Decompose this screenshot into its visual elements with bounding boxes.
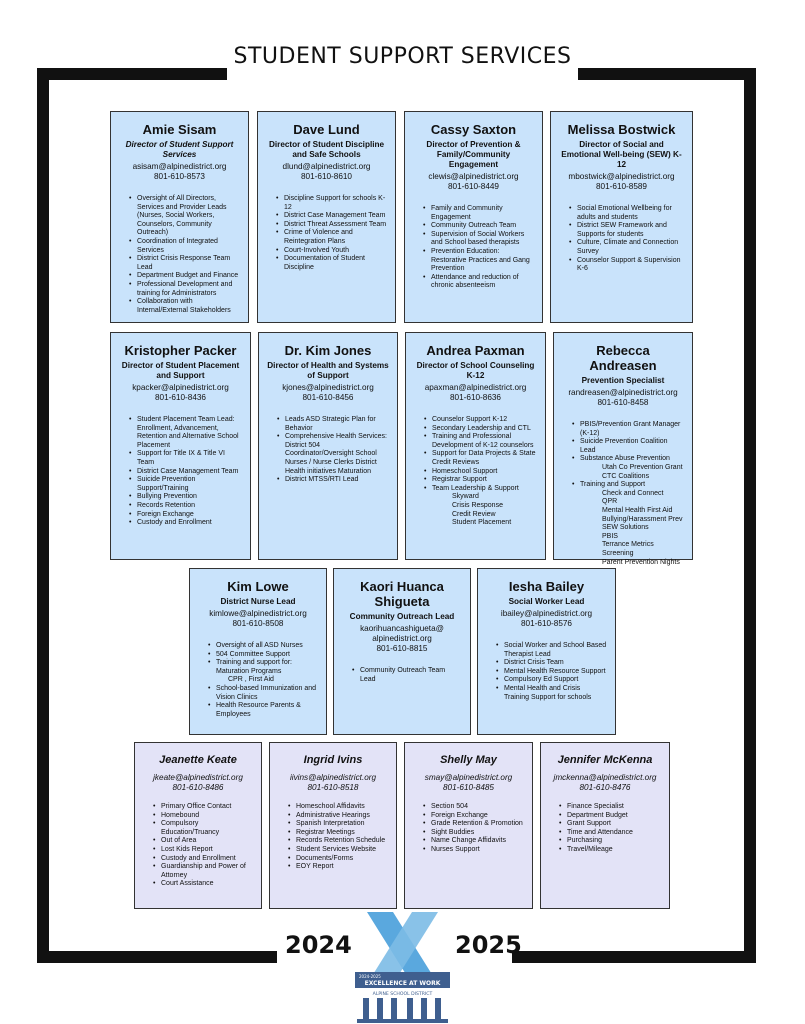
duty-item: • Oversight of All Directors, Services and Provider Leads (Nurses, Social Workers, Counselors, Community Outreach) [129, 195, 240, 238]
staff-card-ingrid-ivins [269, 742, 397, 909]
staff-card-shelly-may [404, 742, 533, 909]
staff-phone: 801-610-8476 [579, 783, 631, 792]
staff-phone: 801-610-8486 [172, 783, 224, 792]
duty-item: • Court Assistance [153, 880, 253, 889]
duty-item: • Records Retention Schedule [288, 837, 388, 846]
duty-list [342, 667, 462, 684]
staff-email[interactable]: jkeate@alpinedistrict.org [153, 773, 243, 782]
duty-item: • Administrative Hearings [288, 812, 388, 821]
logo-small-text: 2024-2025 [359, 974, 381, 979]
duty-item: • Guardianship and Power of Attorney [153, 863, 253, 880]
duty-item: • Documents/Forms [288, 855, 388, 864]
staff-name: Cassy Saxton [430, 122, 517, 137]
frame-left [37, 68, 49, 963]
sub-item: Check and Connect [602, 489, 664, 497]
duty-list [198, 642, 318, 676]
staff-title: Director of Student Placement and Support [121, 361, 240, 380]
staff-name: Shelly May [440, 754, 497, 766]
staff-title: Prevention Specialist [581, 376, 665, 385]
staff-phone: 801-610-8636 [450, 393, 501, 402]
duty-item: • EOY Report [288, 863, 388, 872]
staff-name: Rebecca Andreasen [589, 343, 657, 373]
staff-phone: 801-610-8436 [155, 393, 206, 402]
duty-item: • Community Outreach Team [423, 222, 534, 231]
logo-base [357, 1019, 448, 1023]
duty-item: • Spanish Interpretation [288, 820, 388, 829]
staff-title: Community Outreach Lead [349, 612, 455, 621]
duty-item: • District Case Management Team [129, 468, 242, 477]
duty-item: • Lost Kids Report [153, 846, 253, 855]
duty-item: • Section 504 [423, 803, 524, 812]
staff-card-jeanette-keate [134, 742, 262, 909]
sub-item: CTC Coalitions [602, 472, 650, 480]
duty-item: • District SEW Framework and Supports for students [569, 222, 684, 239]
frame-bottom-right [512, 951, 756, 963]
duty-item: • Compulsory Ed Support [496, 676, 607, 685]
sub-item: Student Placement [452, 519, 512, 527]
duty-item: • Community Outreach Team Lead [352, 667, 462, 684]
staff-card-jennifer-mckenna [540, 742, 670, 909]
duty-list [119, 416, 242, 528]
duty-item: • Sight Buddies [423, 829, 524, 838]
staff-email[interactable]: mbostwick@alpinedistrict.org [568, 172, 675, 181]
staff-phone: 801-610-8589 [596, 182, 647, 191]
duty-item: • Registrar Meetings [288, 829, 388, 838]
staff-name: Kristopher Packer [124, 343, 237, 358]
sub-item: Terrance Metrics Screening [602, 541, 654, 557]
duty-item: • Name Change Affidavits [423, 837, 524, 846]
duty-item: • Registrar Support [424, 476, 537, 485]
duty-item: • 504 Committee Support [208, 651, 318, 660]
duty-item: • Coordination of Integrated Services [129, 238, 240, 255]
sub-item: Bullying/Harassment Prev [602, 515, 683, 523]
frame-top-left [37, 68, 227, 80]
staff-name: Ingrid Ivins [303, 754, 363, 766]
staff-name: Kim Lowe [227, 579, 289, 594]
staff-title: Director of Prevention & Family/Community Engagement [426, 140, 521, 169]
duty-item: • Primary Office Contact [153, 803, 253, 812]
staff-email[interactable]: smay@alpinedistrict.org [424, 773, 513, 782]
duty-item: • Leads ASD Strategic Plan for Behavior [277, 416, 389, 433]
staff-email[interactable]: jmckenna@alpinedistrict.org [553, 773, 657, 782]
staff-phone: 801-610-8456 [302, 393, 354, 402]
staff-phone: 801-610-8815 [376, 644, 428, 653]
staff-email[interactable]: kpacker@alpinedistrict.org [132, 383, 229, 392]
staff-card-melissa-bostwick [550, 111, 693, 323]
staff-title: Director of School Counseling K-12 [416, 361, 535, 380]
sub-item: Credit Review [452, 510, 496, 518]
staff-email[interactable]: ibailey@alpinedistrict.org [500, 609, 593, 618]
duty-item: • District Crisis Response Team Lead [129, 255, 240, 272]
duty-item: • Comprehensive Health Services: District 504 Coordinator/Oversight School Nurses / Nurse Clerks District Health initiatives Maturation [277, 433, 389, 476]
duty-list [143, 803, 253, 889]
staff-name: Iesha Bailey [508, 579, 585, 594]
duty-item: • Grade Retention & Promotion [423, 820, 524, 829]
duty-item: • Suicide Prevention Coalition Lead [572, 438, 684, 455]
staff-name: Melissa Bostwick [567, 122, 676, 137]
duty-list [413, 803, 524, 855]
staff-title: Director of Student Support Services [125, 140, 234, 159]
staff-name: Dave Lund [293, 122, 360, 137]
staff-email[interactable]: dlund@alpinedistrict.org [282, 162, 371, 171]
logo-pillar [421, 998, 427, 1020]
duty-item: • Department Budget [559, 812, 661, 821]
duty-item: • Team Leadership & Support [424, 485, 537, 494]
duty-item: • Professional Development and training for Administrators [129, 281, 240, 298]
staff-name: Jennifer McKenna [557, 754, 653, 766]
sub-item: Skyward [452, 493, 479, 501]
duty-item: • Support for Data Projects & State Credit Reviews [424, 450, 537, 467]
staff-card-kim-lowe [189, 568, 327, 735]
duty-item: • District Threat Assessment Team [276, 221, 387, 230]
sub-item: PBIS [602, 532, 618, 540]
duty-item: • Training and support for: Maturation Programs [208, 659, 318, 676]
duty-item: • Bullying Prevention [129, 493, 242, 502]
staff-phone: 801-610-8449 [448, 182, 499, 191]
duty-item: • District Crisis Team [496, 659, 607, 668]
duty-item: • Counselor Support & Supervision K-6 [569, 257, 684, 274]
staff-card-amie-sisam [110, 111, 249, 323]
sub-item: CPR , First Aid [228, 676, 274, 684]
logo-tagline: EXCELLENCE AT WORK [364, 980, 441, 987]
staff-email[interactable]: apaxman@alpinedistrict.org [424, 383, 527, 392]
duty-item: • Training and Professional Development of K-12 counselors [424, 433, 537, 450]
staff-name: Dr. Kim Jones [284, 343, 372, 358]
frame-right [744, 68, 756, 963]
frame-top-right [578, 68, 756, 80]
duty-item: • Foreign Exchange [129, 511, 242, 520]
staff-title: District Nurse Lead [220, 597, 296, 606]
staff-email-domain[interactable]: alpinedistrict.org [372, 634, 432, 643]
duty-list [278, 803, 388, 872]
duty-item: • Counselor Support K-12 [424, 416, 537, 425]
staff-title: Social Worker Lead [508, 597, 585, 606]
duty-item: • Foreign Exchange [423, 812, 524, 821]
duty-item: • Training and Support [572, 481, 684, 490]
staff-card-rebecca-andreasen [553, 332, 693, 566]
duty-list [266, 195, 387, 272]
logo-org: ALPINE SCHOOL DISTRICT [372, 992, 433, 997]
frame-bottom-left [37, 951, 277, 963]
duty-item: • Family and Community Engagement [423, 205, 534, 222]
duty-item: • Grant Support [559, 820, 661, 829]
sub-item: Mental Health First Aid [602, 506, 673, 514]
staff-phone: 801-610-8610 [301, 172, 352, 181]
staff-title: Director of Health and Systems of Support [267, 361, 389, 380]
sub-item: SEW Solutions [602, 524, 649, 532]
duty-list [562, 421, 684, 464]
logo-pillar [377, 998, 383, 1020]
staff-card-dave-lund [257, 111, 396, 323]
year-start: 2024 [285, 931, 352, 959]
duty-list [119, 195, 240, 315]
duty-item: • Discipline Support for schools K-12 [276, 195, 387, 212]
staff-phone: 801-610-8458 [597, 398, 649, 407]
duty-item: • Custody and Enrollment [129, 519, 242, 528]
staff-name: Jeanette Keate [159, 754, 237, 766]
duty-item: • Department Budget and Finance [129, 272, 240, 281]
duty-list [198, 685, 318, 719]
duty-item: • District Case Management Team [276, 212, 387, 221]
duty-item: • Custody and Enrollment [153, 855, 253, 864]
duty-item: • Homeschool Support [424, 468, 537, 477]
year-end: 2025 [455, 931, 522, 959]
duty-item: • Mental Health and Crisis Training Support for schools [496, 685, 607, 702]
staff-card-andrea-paxman [405, 332, 546, 560]
staff-name: Kaori Huanca Shigueta [360, 579, 444, 609]
staff-email[interactable]: clewis@alpinedistrict.org [428, 172, 519, 181]
logo-pillar [391, 998, 397, 1020]
duty-item: • PBIS/Prevention Grant Manager (K-12) [572, 421, 684, 438]
staff-phone: 801-610-8576 [521, 619, 572, 628]
district-logo [355, 912, 450, 1024]
duty-item: • Mental Health Resource Support [496, 668, 607, 677]
duty-item: • School-based Immunization and Vision Clinics [208, 685, 318, 702]
duty-item: • Secondary Leadership and CTL [424, 425, 537, 434]
sub-item: QPR [602, 498, 618, 506]
duty-item: • Health Resource Parents & Employees [208, 702, 318, 719]
duty-item: • Culture, Climate and Connection Survey [569, 239, 684, 256]
staff-name: Amie Sisam [142, 122, 217, 137]
staff-phone: 801-610-8573 [154, 172, 205, 181]
duty-item: • Supervision of Social Workers and School based therapists [423, 231, 534, 248]
staff-phone: 801-610-8508 [232, 619, 284, 628]
duty-item: • Student Placement Team Lead: Enrollment, Advancement, Retention and Alternative School Placement [129, 416, 242, 450]
staff-email[interactable]: kimlowe@alpinedistrict.org [209, 609, 307, 618]
sub-item: Crisis Response [452, 501, 503, 509]
staff-card-cassy-saxton [404, 111, 543, 323]
logo-pillar [435, 998, 441, 1020]
duty-item: • Prevention Education: Restorative Practices and Gang Prevention [423, 248, 534, 274]
duty-item: • Homeschool Affidavits [288, 803, 388, 812]
duty-item: • Purchasing [559, 837, 661, 846]
staff-title: Director of Social and Emotional Well-being (SEW) K-12 [561, 140, 682, 169]
duty-item: • Collaboration with Internal/External Stakeholders [129, 298, 240, 315]
staff-email[interactable]: kjones@alpinedistrict.org [282, 383, 374, 392]
duty-item: • Social Emotional Wellbeing for adults and students [569, 205, 684, 222]
staff-email[interactable]: asisam@alpinedistrict.org [132, 162, 227, 171]
staff-phone: 801-610-8518 [307, 783, 359, 792]
duty-item: • Travel/Mileage [559, 846, 661, 855]
duty-item: • Suicide Prevention Support/Training [129, 476, 242, 493]
duty-list [559, 205, 684, 274]
sub-item: Parent Prevention Nights [602, 558, 680, 566]
duty-item: • Attendance and reduction of chronic absenteeism [423, 274, 534, 291]
duty-item: • Documentation of Student Discipline [276, 255, 387, 272]
duty-item: • Homebound [153, 812, 253, 821]
duty-item: • Time and Attendance [559, 829, 661, 838]
duty-item: • Crime of Violence and Reintegration Plans [276, 229, 387, 246]
staff-card-kim-jones [258, 332, 398, 560]
staff-card-iesha-bailey [477, 568, 616, 735]
duty-list [267, 416, 389, 485]
duty-item: • District MTSS/RTI Lead [277, 476, 389, 485]
duty-item: • Student Services Website [288, 846, 388, 855]
staff-phone: 801-610-8485 [443, 783, 494, 792]
staff-email[interactable]: kaorihuancashigueta@ [360, 624, 444, 633]
staff-name: Andrea Paxman [426, 343, 525, 358]
duty-list [562, 481, 684, 490]
duty-item: • Records Retention [129, 502, 242, 511]
duty-item: • Substance Abuse Prevention [572, 455, 684, 464]
duty-list [549, 803, 661, 855]
duty-list [413, 205, 534, 291]
duty-item: • Support for Title IX & Title VI Team [129, 450, 242, 467]
staff-email[interactable]: iivins@alpinedistrict.org [289, 773, 377, 782]
duty-item: • Oversight of all ASD Nurses [208, 642, 318, 651]
logo-pillar [407, 998, 413, 1020]
staff-title: Director of Student Discipline and Safe Schools [268, 140, 385, 159]
staff-card-kristopher-packer [110, 332, 251, 560]
duty-item: • Out of Area [153, 837, 253, 846]
staff-email[interactable]: randreasen@alpinedistrict.org [568, 388, 678, 397]
duty-list [486, 642, 607, 702]
duty-item: • Compulsory Education/Truancy [153, 820, 253, 837]
sub-item: Utah Co Prevention Grant [602, 463, 683, 471]
duty-item: • Social Worker and School Based Therapist Lead [496, 642, 607, 659]
duty-item: • Finance Specialist [559, 803, 661, 812]
duty-item: • Nurses Support [423, 846, 524, 855]
staff-card-kaori-huanca-shigueta [333, 568, 471, 735]
page-title: STUDENT SUPPORT SERVICES [233, 44, 572, 69]
duty-list [414, 416, 537, 493]
logo-pillar [363, 998, 369, 1020]
duty-item: • Court-Involved Youth [276, 247, 387, 256]
